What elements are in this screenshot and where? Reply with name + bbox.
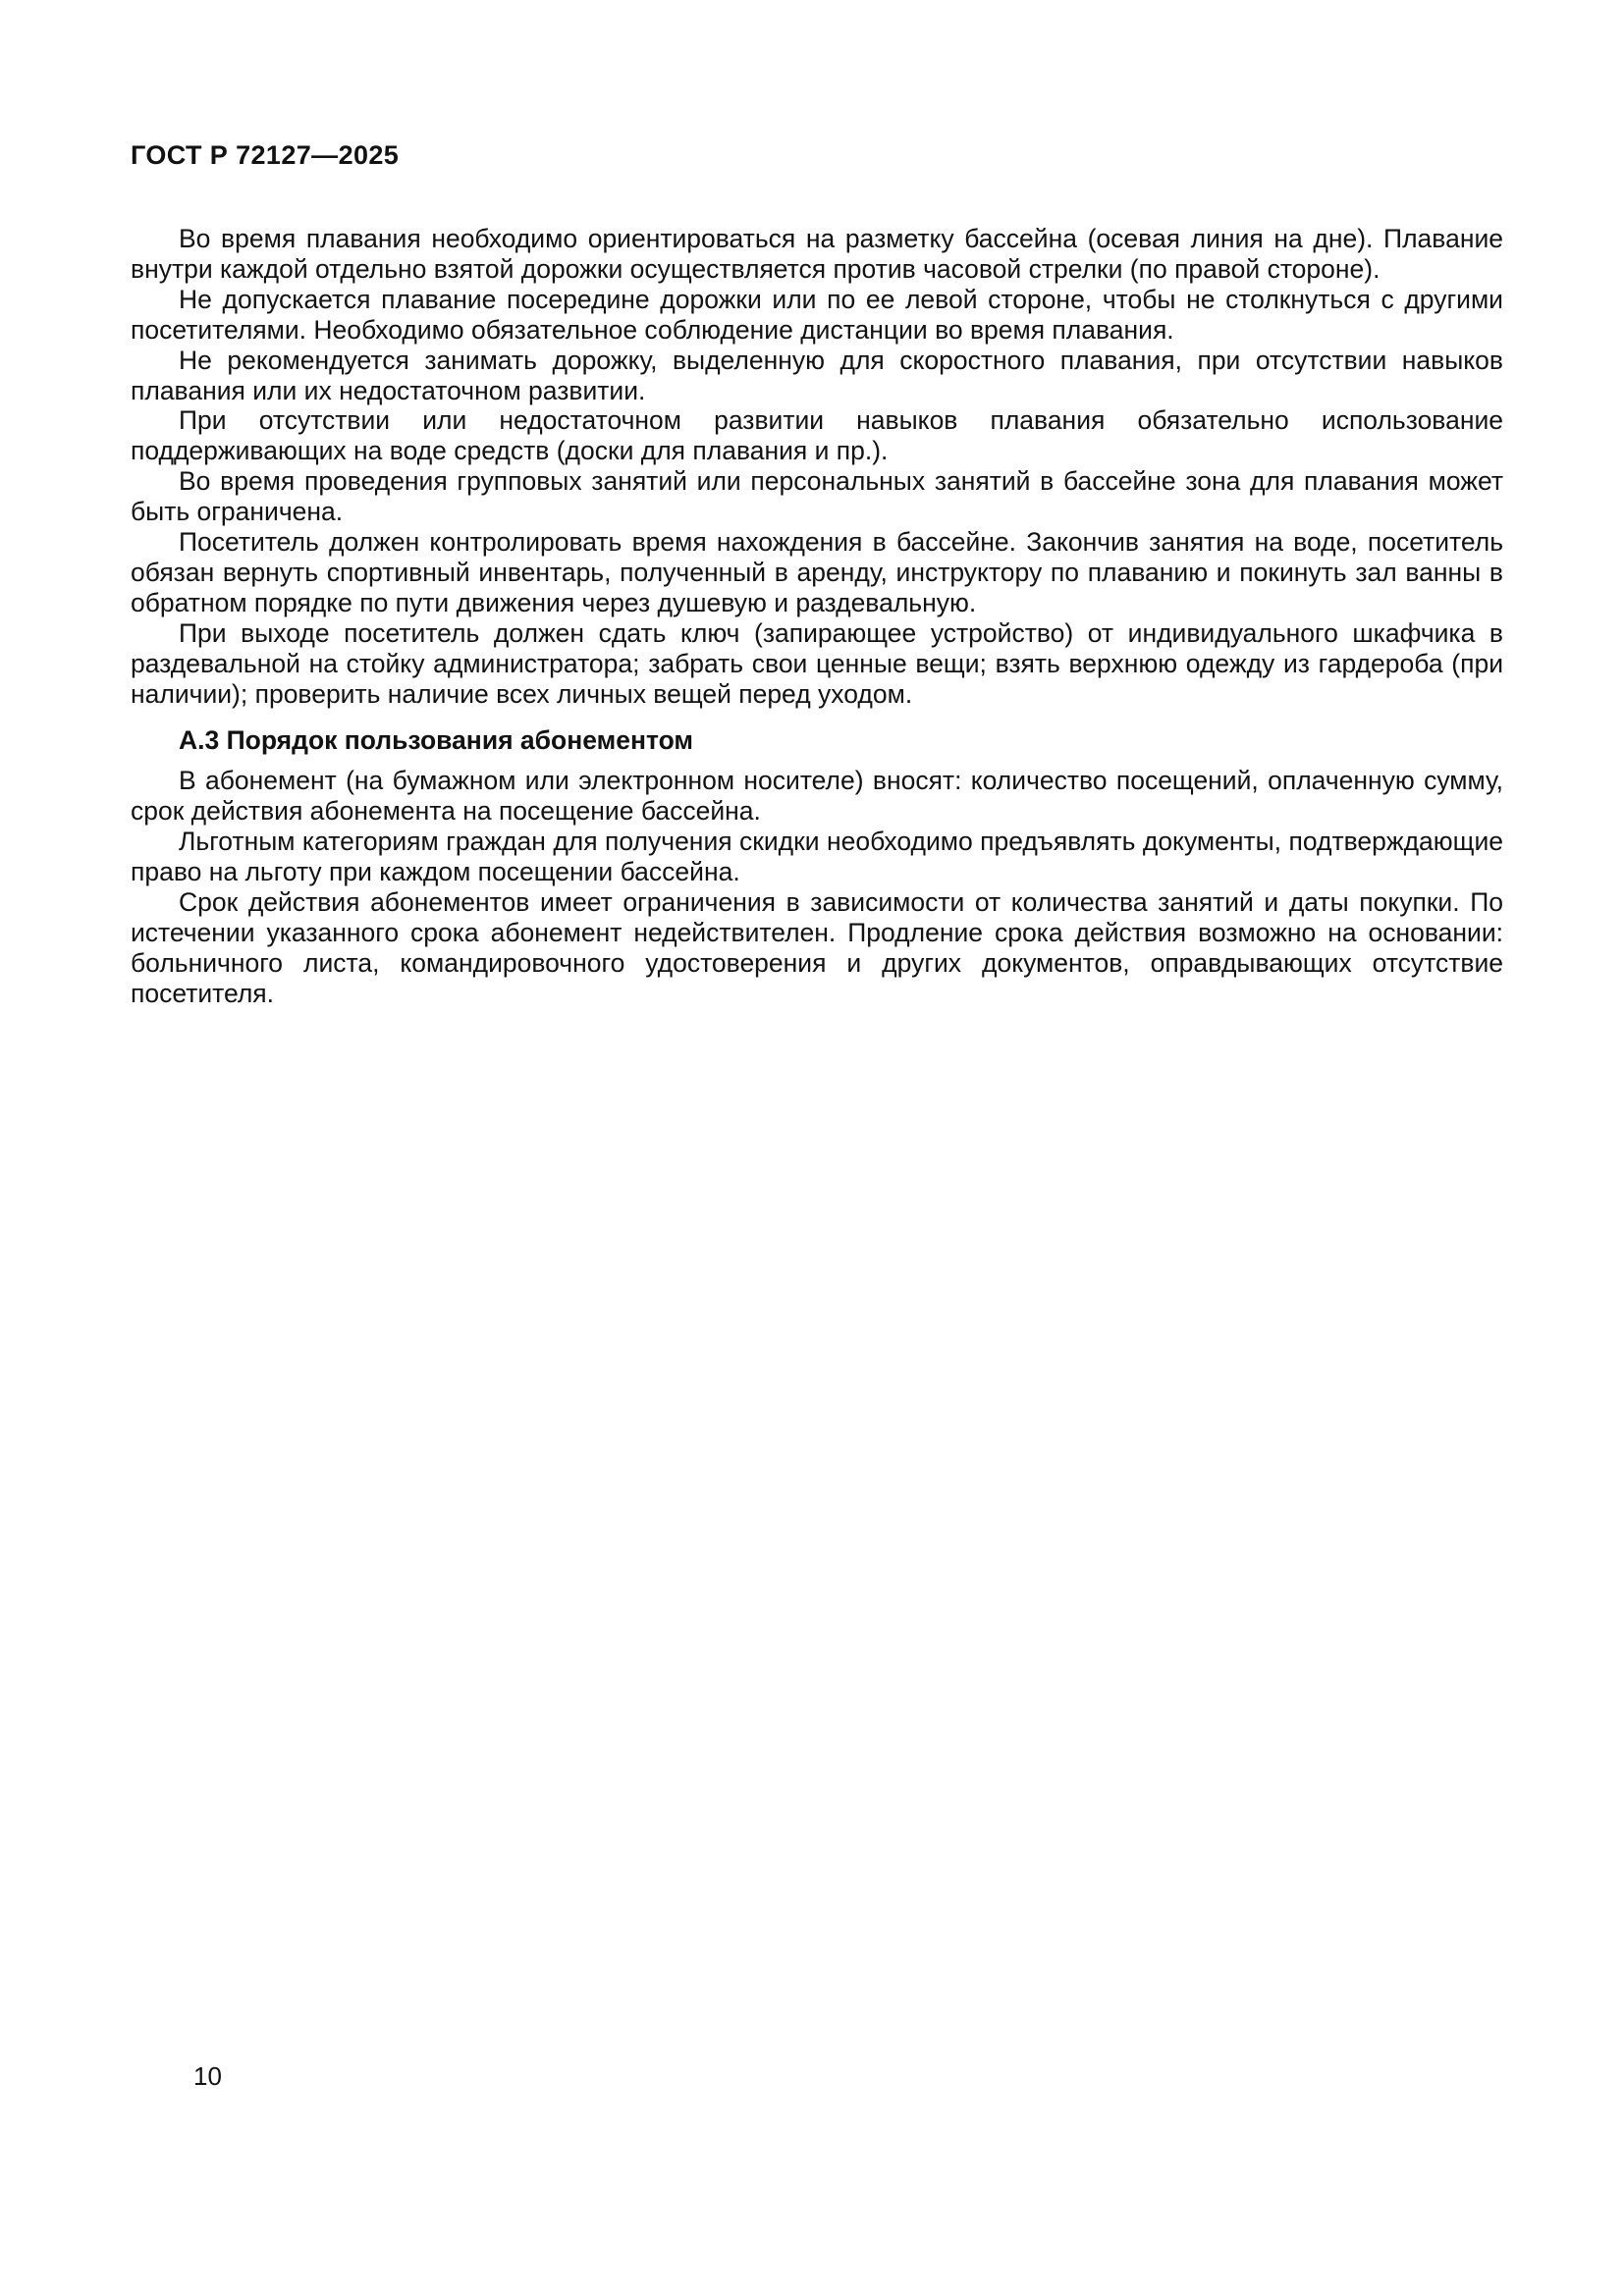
section-heading: А.3 Порядок пользования абонементом — [179, 724, 694, 755]
body-paragraph: Во время проведения групповых занятий или персональных занятий в бассейне зона для плавания может быть ограничена. — [131, 466, 1503, 527]
page-number: 10 — [193, 2061, 222, 2091]
document-body — [131, 224, 1503, 1009]
body-paragraph: Срок действия абонементов имеет ограничения в зависимости от количества занятий и даты покупки. По истечении указанного срока абонемент недействителен. Продление срока действия возможно на основании: больничного листа, командировочного удостоверения и других документов, оправдывающих отсутствие посетителя. — [131, 887, 1503, 1008]
body-paragraph: Посетитель должен контролировать время нахождения в бассейне. Закончив занятия на воде, посетитель обязан вернуть спортивный инвентарь, полученный в аренду, инструктору по плаванию и покинуть зал ванны в обратном порядке по пути движения через душевую и раздевальную. — [131, 527, 1503, 617]
body-paragraph: Не допускается плавание посередине дорожки или по ее левой стороне, чтобы не столкнуться с другими посетителями. Необходимо обязательное соблюдение дистанции во время плавания. — [131, 284, 1503, 345]
document-header: ГОСТ Р 72127—2025 — [131, 140, 400, 170]
body-paragraph: При отсутствии или недостаточном развитии навыков плавания обязательно использование поддерживающих на воде средств (доски для плавания и пр.). — [131, 405, 1503, 466]
body-paragraph: Льготным категориям граждан для получения скидки необходимо предъявлять документы, подтверждающие право на льготу при каждом посещении бассейна. — [131, 827, 1503, 887]
body-paragraph: В абонемент (на бумажном или электронном носителе) вносят: количество посещений, оплаченную сумму, срок действия абонемента на посещение бассейна. — [131, 766, 1503, 827]
body-paragraph: Не рекомендуется занимать дорожку, выделенную для скоростного плавания, при отсутствии навыков плавания или их недостаточном развитии. — [131, 345, 1503, 405]
body-paragraph: Во время плавания необходимо ориентироваться на разметку бассейна (осевая линия на дне). Плавание внутри каждой отдельно взятой дорожки осуществляется против часовой стрелки (по правой стороне). — [131, 224, 1503, 284]
body-paragraph: При выходе посетитель должен сдать ключ (запирающее устройство) от индивидуального шкафчика в раздевальной на стойку администратора; забрать свои ценные вещи; взять верхнюю одежду из гардероба (при наличии); проверить наличие всех личных вещей перед уходом. — [131, 617, 1503, 709]
